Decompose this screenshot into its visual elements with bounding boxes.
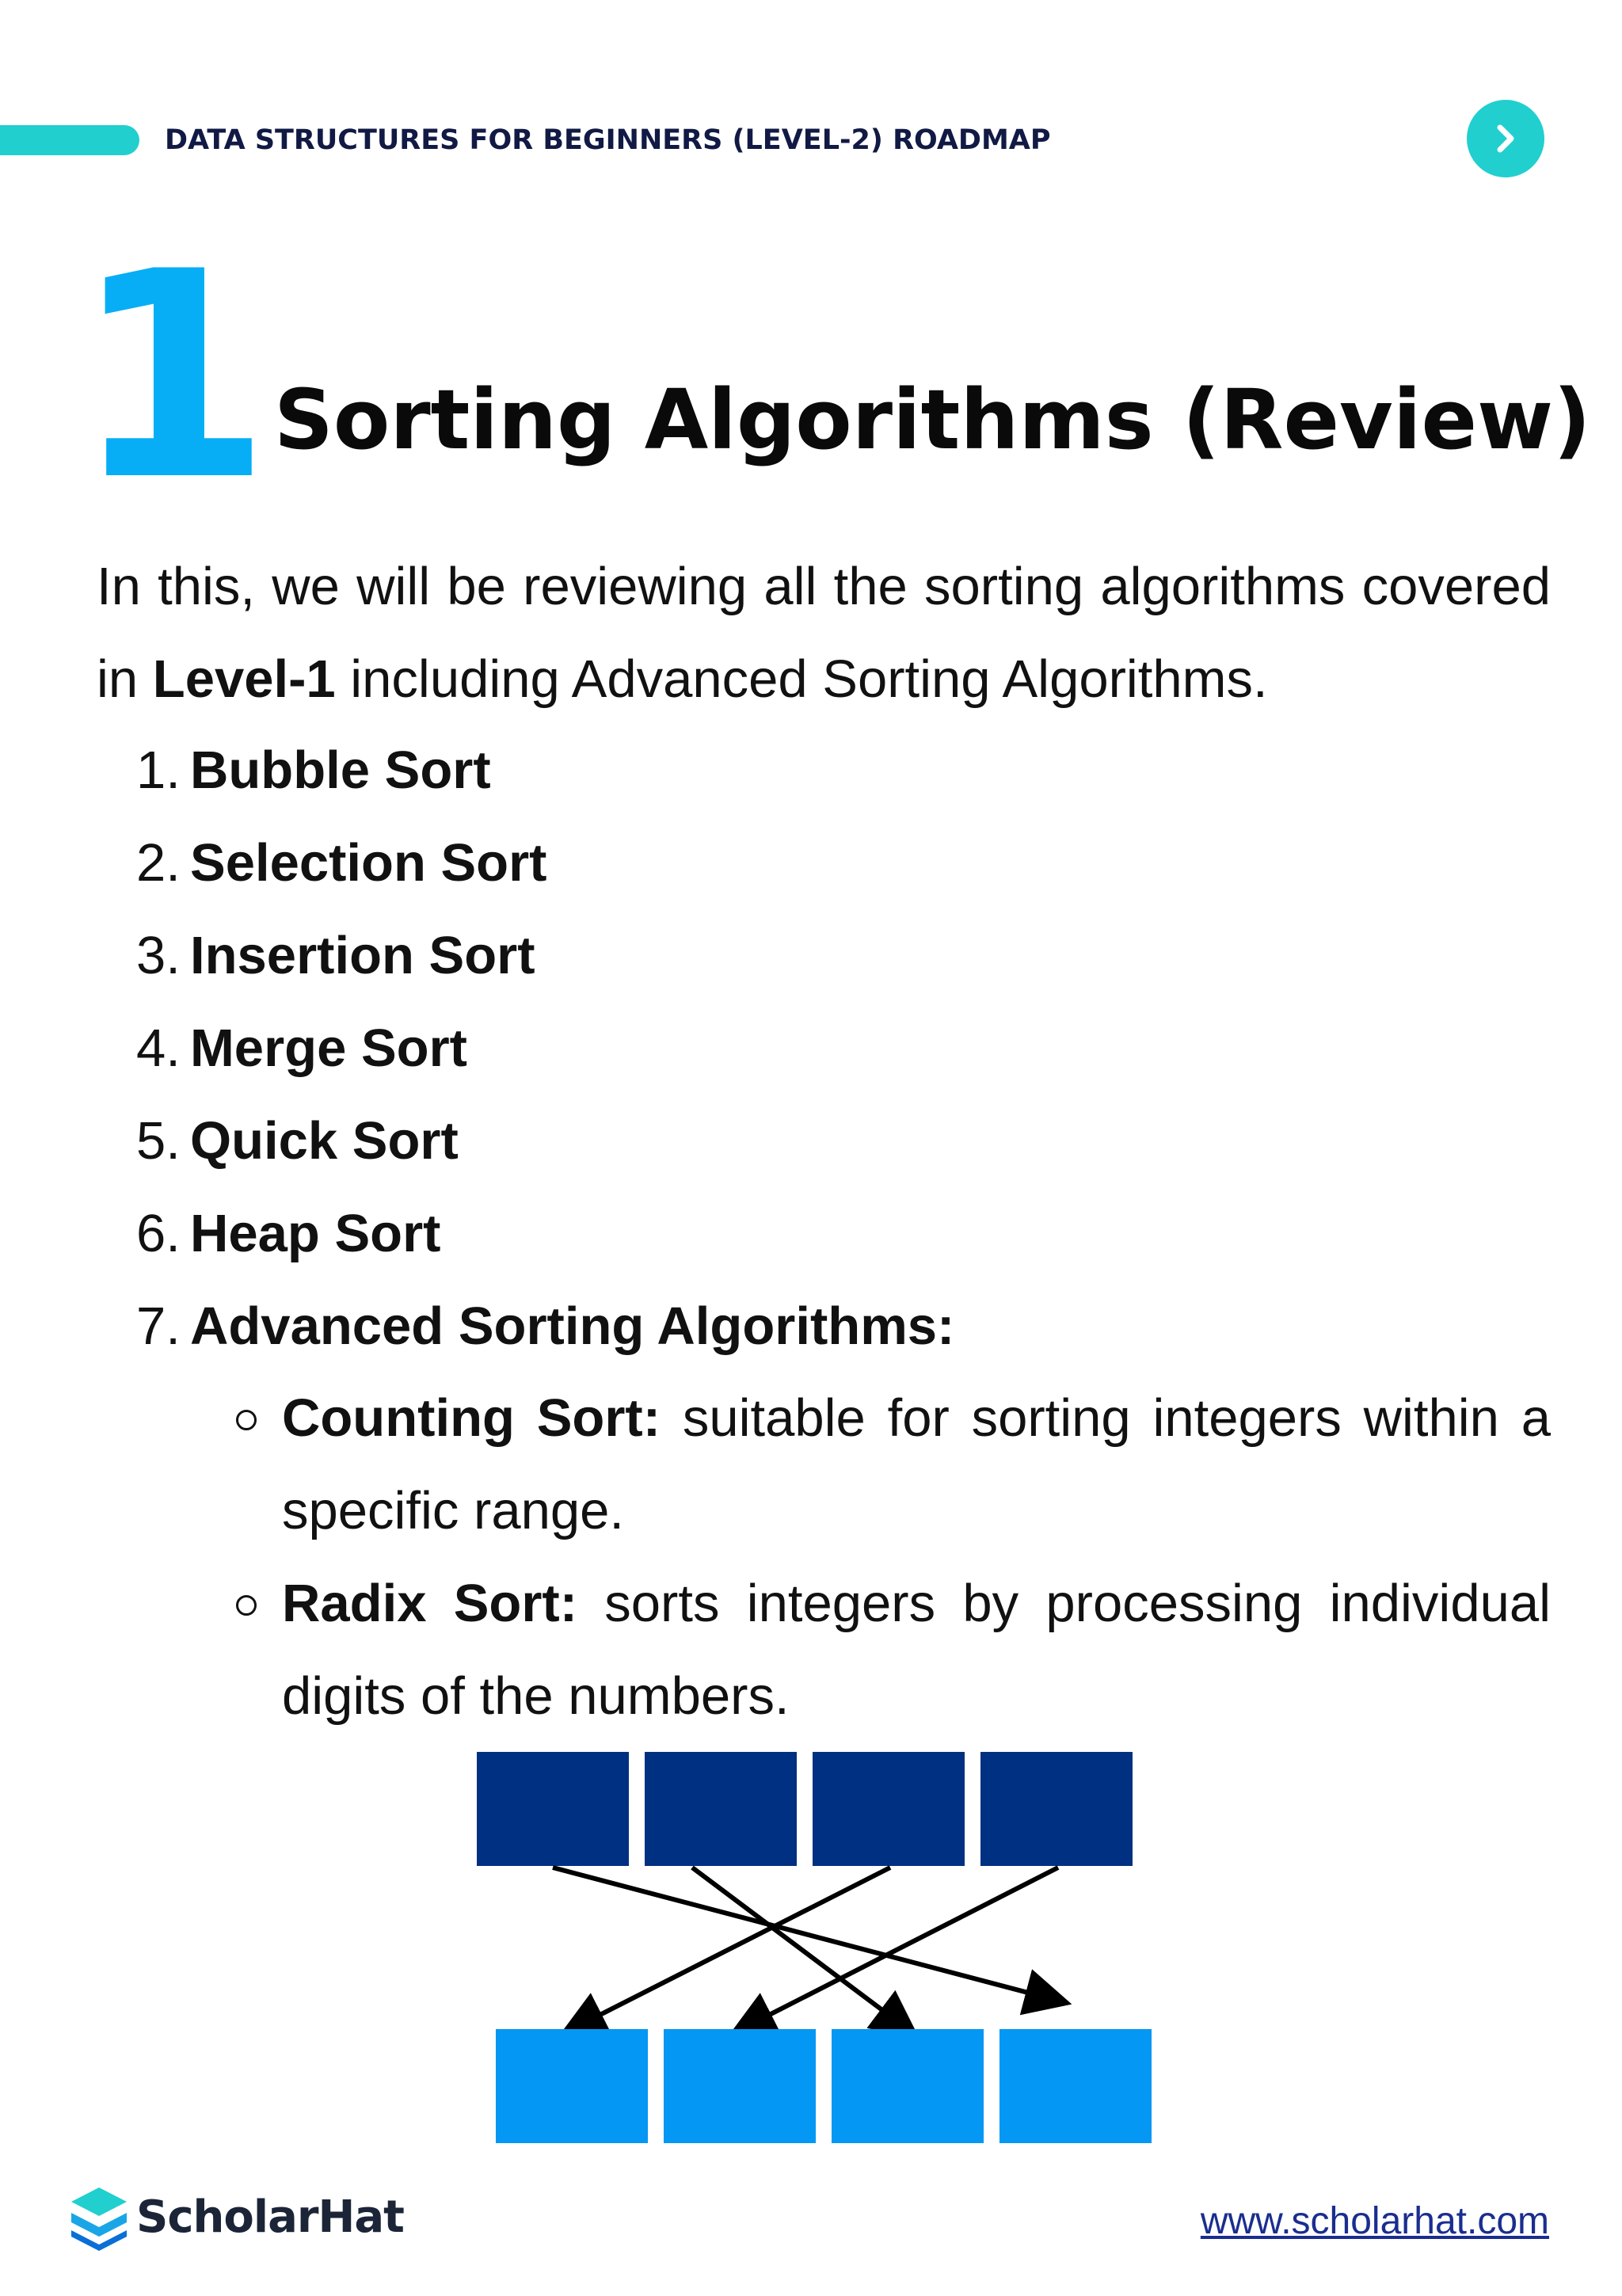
brand-name: ScholarHat <box>136 2191 404 2243</box>
list-item-label: Quick Sort <box>190 1111 459 1171</box>
top-box-3 <box>813 1752 965 1866</box>
section-number: 1 <box>73 211 264 543</box>
list-item-number: 3. <box>136 926 181 985</box>
intro-text-after: including Advanced Sorting Algorithms. <box>335 649 1268 709</box>
arrow-3-to-1 <box>572 1868 890 2029</box>
sublist-item-term: Counting Sort: <box>282 1388 661 1448</box>
sublist-item-desc: suitable for sorting integers within a specific range. <box>282 1388 1552 1540</box>
arrow-1-to-4 <box>553 1868 1058 2001</box>
bottom-box-1 <box>496 2029 648 2143</box>
list-item-number: 5. <box>136 1111 181 1171</box>
list-item-number: 2. <box>136 833 181 893</box>
list-item-number: 4. <box>136 1019 181 1078</box>
top-box-1 <box>477 1752 629 1866</box>
list-item-number: 7. <box>136 1296 181 1356</box>
intro-text-before: In this, we will be reviewing all the sorting algorithms covered in <box>97 557 1551 709</box>
bottom-box-4 <box>999 2029 1152 2143</box>
top-box-2 <box>645 1752 797 1866</box>
bottom-box-3 <box>832 2029 984 2143</box>
list-item-label: Heap Sort <box>190 1204 441 1263</box>
scholarhat-logo-icon <box>68 2184 130 2251</box>
list-item-number: 1. <box>136 741 181 800</box>
list-item-label: Selection Sort <box>190 833 547 893</box>
website-link[interactable]: www.scholarhat.com <box>1200 2200 1549 2242</box>
list-item-label: Advanced Sorting Algorithms: <box>190 1296 955 1356</box>
section-title: Sorting Algorithms (Review) <box>274 371 1591 468</box>
header-title: DATA STRUCTURES FOR BEGINNERS (LEVEL-2) ROADMAP <box>165 124 1051 156</box>
list-item-number: 6. <box>136 1204 181 1263</box>
list-item-label: Merge Sort <box>190 1019 467 1078</box>
arrow-4-to-2 <box>741 1868 1058 2029</box>
list-item-label: Insertion Sort <box>190 926 535 985</box>
top-box-4 <box>980 1752 1133 1866</box>
bottom-box-2 <box>664 2029 816 2143</box>
arrow-2-to-3 <box>692 1868 908 2029</box>
intro-emphasis: Level-1 <box>152 649 336 709</box>
list-item-label: Bubble Sort <box>190 741 491 800</box>
sublist-item-term: Radix Sort: <box>282 1574 578 1633</box>
sublist-item-desc: sorts integers by processing individual digits of the numbers. <box>282 1574 1551 1726</box>
